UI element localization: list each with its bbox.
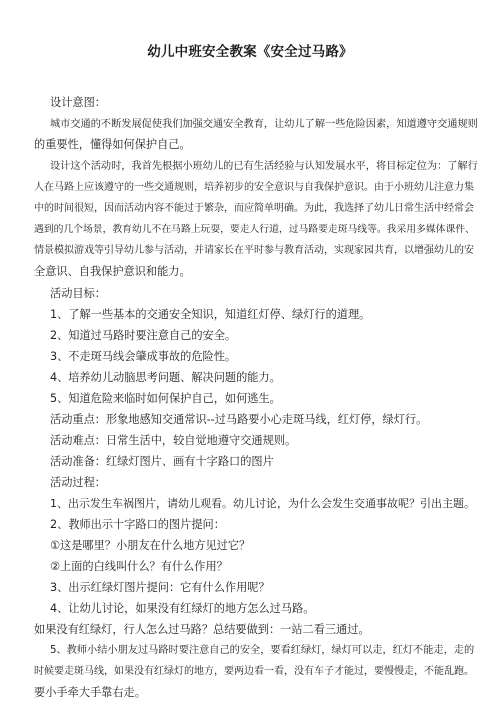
list-item: 4、培养幼儿动脑思考问题、解决问题的能力。 (50, 371, 281, 384)
section-heading-design-intent: 设计意图： (50, 96, 106, 109)
list-item: 3、出示红绿灯图片提问：它有什么作用呢？ (50, 581, 270, 594)
paragraph-line: 城市交通的不断发展促使我们加强交通安全教育，让幼儿了解一些危险因素，知道遵守交通规则 (50, 119, 478, 130)
paragraph-line: 设计这个活动时，我首先根据小班幼儿的已有生活经验与认知发展水平，将目标定位为：了解行 (50, 161, 478, 172)
paragraph-line: 要小手牵大手靠右走。 (34, 686, 146, 699)
paragraph-line: 情景模拟游戏等引导幼儿参与活动，并请家长在平时参与教育活动，实现家园共育，以增强幼儿的安 (34, 245, 474, 256)
paragraph-line: 人在马路上应该遵守的一些交通规则，培养初步的安全意识与自我保护意识。由于小班幼儿注意力集 (34, 182, 474, 193)
document-title: 幼儿中班安全教案《安全过马路》 (147, 44, 353, 60)
list-item: 3、不走斑马线会肇成事故的危险性。 (50, 350, 237, 363)
list-item: 2、教师出示十字路口的图片提问： (50, 518, 225, 531)
paragraph-line: 全意识、自我保护意识和能力。 (34, 265, 191, 278)
key-point: 活动重点：形象地感知交通常识--过马路要小心走斑马线，红灯停，绿灯行。 (50, 413, 428, 426)
list-item: 5、教师小结小朋友过马路时要注意自己的安全，要看红绿灯，绿灯可以走，红灯不能走，走的 (50, 645, 475, 656)
list-item: 5、知道危险来临时如何保护自己，如何逃生。 (50, 392, 281, 405)
section-heading-process: 活动过程： (50, 476, 106, 489)
paragraph-line: 遇到的几个场景，教育幼儿不在马路上玩耍，要走人行道，过马路要走斑马线等。我采用多媒体课件、 (34, 224, 475, 235)
list-item: 4、让幼儿讨论，如果没有红绿灯的地方怎么过马路。 (50, 602, 315, 615)
section-heading-objectives: 活动目标： (50, 287, 106, 300)
paragraph-line: 的重要性，懂得如何保护自己。 (34, 138, 191, 151)
list-item: 2、知道过马路时要注意自己的安全。 (50, 329, 237, 342)
sub-question: ②上面的白线叫什么？有什么作用？ (50, 560, 228, 573)
difficulty: 活动难点：日常生活中，较自觉地遵守交通规则。 (50, 434, 297, 447)
paragraph-line: 中的时间很短，因而活动内容不能过于繁杂，而应简单明确。为此，我选择了幼儿日常生活中经常会 (34, 203, 474, 214)
list-item: 1、出示发生车祸图片，请幼儿观看。幼儿讨论，为什么会发生交通事故呢？引出主题。 (50, 497, 475, 510)
paragraph-line: 时候要走斑马线，如果没有红绿灯的地方，要两边看一看，没有车子才能过，要慢慢走，不能乱跑。 (34, 666, 474, 677)
preparation: 活动准备：红绿灯图片、画有十字路口的图片 (50, 455, 274, 468)
list-item: 1、了解一些基本的交通安全知识，知道红灯停、绿灯行的道理。 (50, 308, 371, 321)
paragraph-line: 如果没有红绿灯，行人怎么过马路？总结要做到：一站二看三通过。 (34, 623, 370, 636)
sub-question: ①这是哪里？小朋友在什么地方见过它？ (50, 539, 251, 552)
